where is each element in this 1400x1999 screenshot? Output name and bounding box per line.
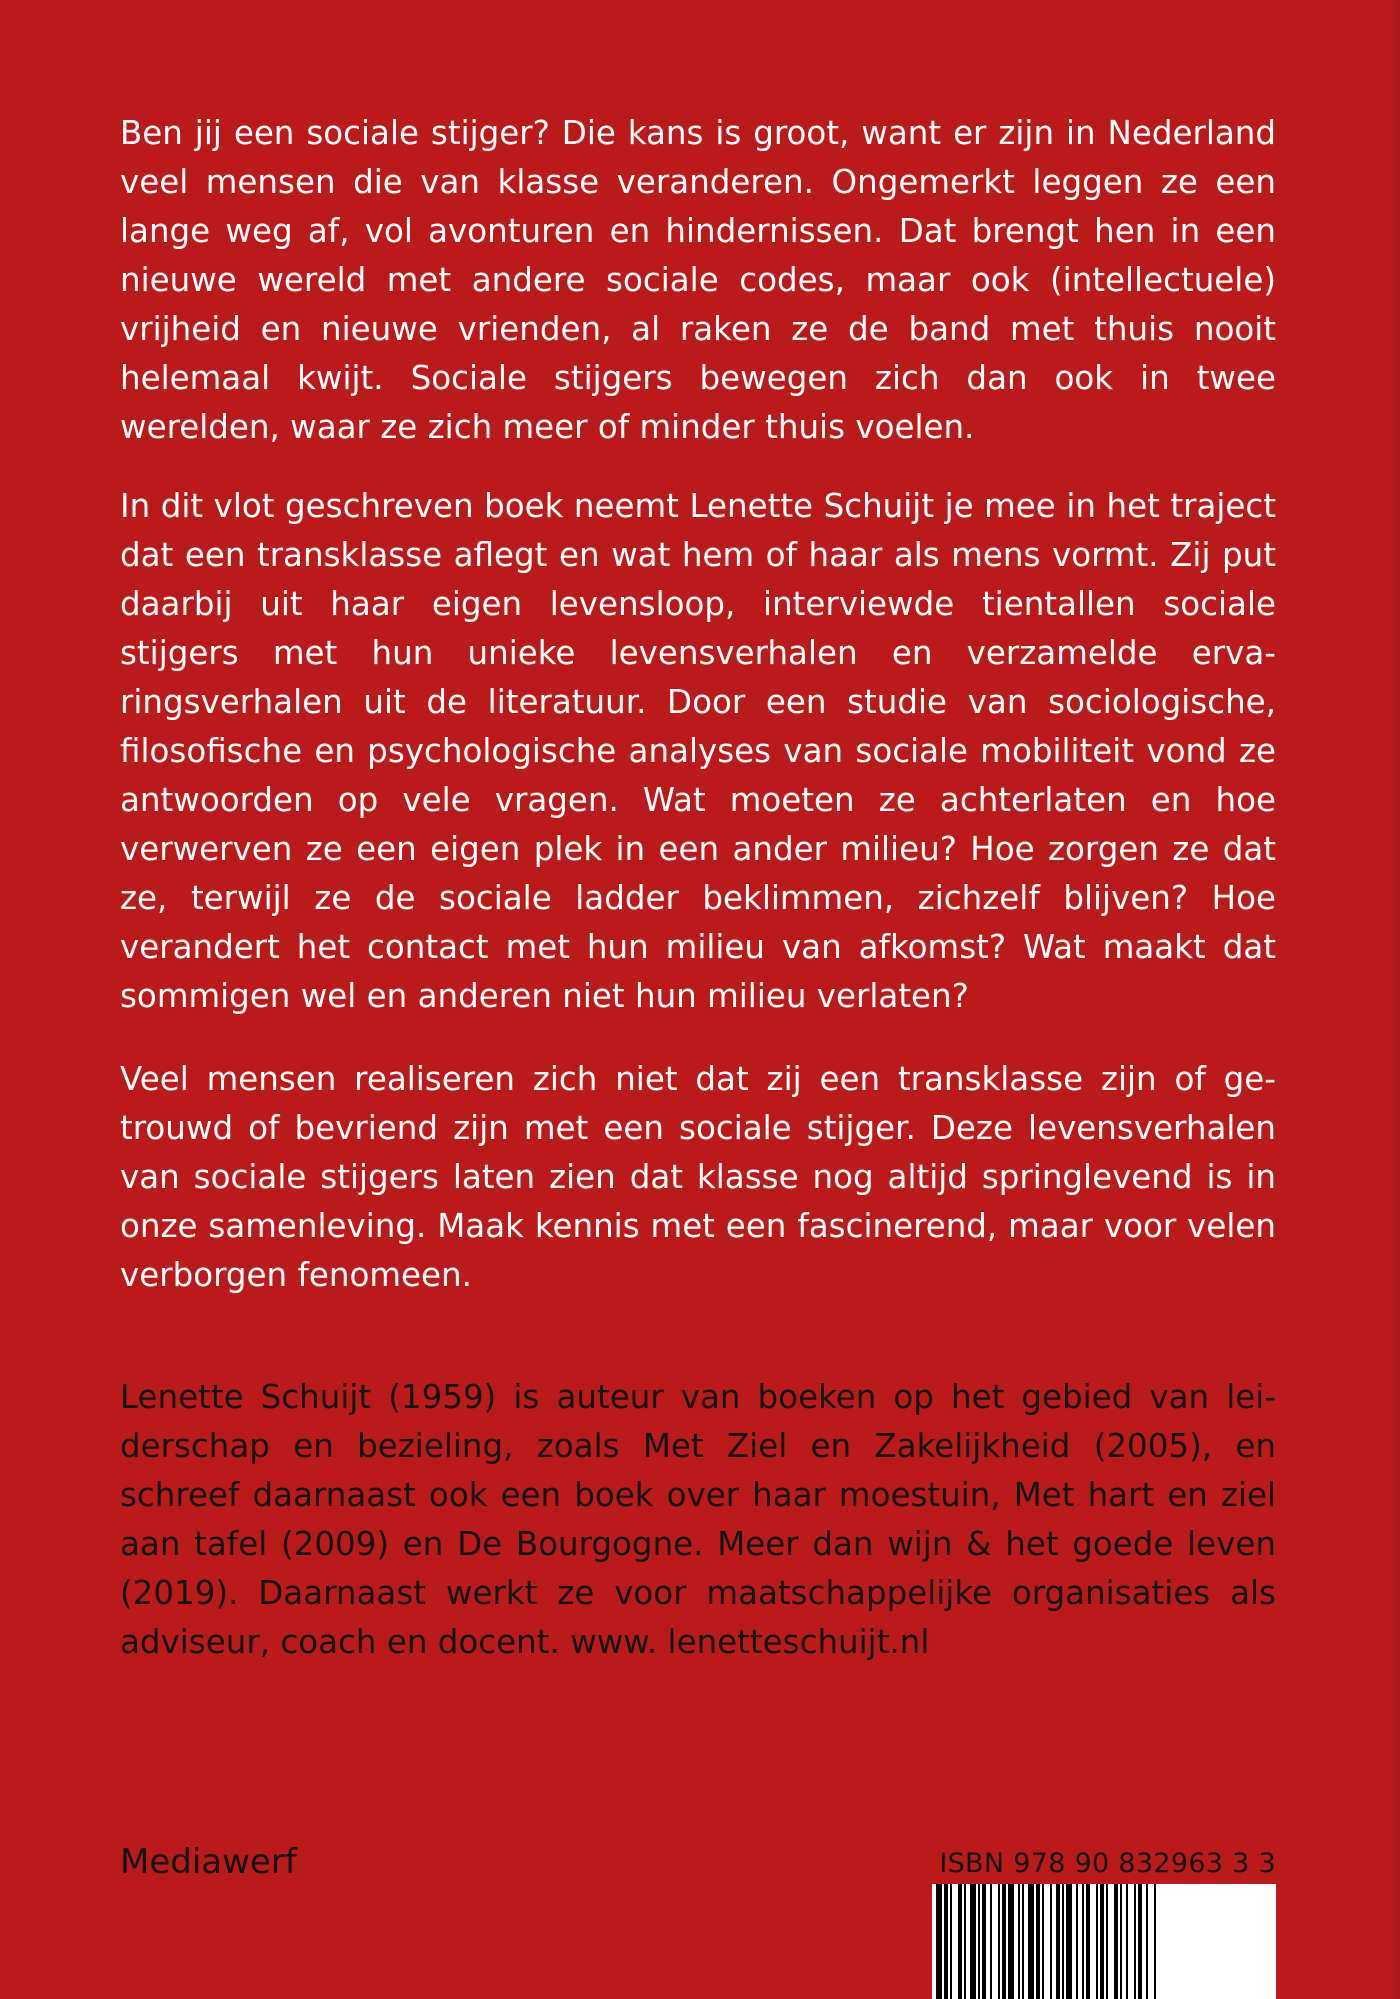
barcode-bar — [982, 1884, 986, 1999]
barcode — [932, 1884, 1276, 1999]
barcode-bar — [944, 1884, 948, 1999]
barcode-bar — [1018, 1884, 1020, 1999]
barcode-bars — [932, 1884, 1276, 1999]
blurb-paragraph-2: In dit vlot geschreven boek neemt Lenette Schuijt je mee in het traject dat een transklasse aflegt en wat hem of haar als mens vormt. Zij put daarbij uit haar eigen levensloop, interviewde tientallen sociale stijgers met hun unieke levensverhalen en verzamelde ervaringsverhalen uit de literatuur. Door een studie van sociologische, filosofische en psychologische analyses van sociale mobiliteit vond ze antwoorden op vele vragen. Wat moeten ze achterlaten en hoe verwerven ze een eigen plek in een ander milieu? Hoe zorgen ze dat ze, terwijl ze de sociale ladder beklimmen, zichzelf blijven? Hoe verandert het contact met hun milieu van afkomst? Wat maakt dat sommigen wel en anderen niet hun milieu verlaten? — [120, 487, 1276, 1015]
blurb-paragraph-1: Ben jij een sociale stijger? Die kans is groot, want er zijn in Nederland veel mensen die van klasse veranderen. Ongemerkt leggen ze een lange weg af, vol avonturen en hindernissen. Dat brengt hen in een nieuwe wereld met andere sociale codes, maar ook (intellectuele) vrijheid en nieuwe vrienden, al raken ze de band met thuis nooit helemaal kwijt. Sociale stijgers bewegen zich dan ook in twee werelden, waar ze zich meer of minder thuis voelen. — [120, 114, 1276, 446]
barcode-bar — [1086, 1884, 1090, 1999]
cover-edge-shadow — [1390, 0, 1400, 1999]
barcode-bar — [950, 1884, 952, 1999]
barcode-bar — [1028, 1884, 1034, 1999]
barcode-bar — [1056, 1884, 1060, 1999]
barcode-bar — [978, 1884, 980, 1999]
barcode-bar — [990, 1884, 992, 1999]
barcode-bar — [964, 1884, 966, 1999]
publisher-name: Mediawerf — [120, 1842, 297, 1882]
barcode-bar — [1008, 1884, 1014, 1999]
barcode-bar — [936, 1884, 942, 1999]
barcode-bar — [1082, 1884, 1084, 1999]
barcode-bar — [1120, 1884, 1122, 1999]
barcode-bar — [1062, 1884, 1064, 1999]
barcode-bar — [1002, 1884, 1006, 1999]
blurb-paragraph-3: Veel mensen realiseren zich niet dat zij een transklasse zijn of getrouwd of bevriend zijn met een sociale stijger. Deze levensverhalen van sociale stijgers laten zien dat klasse nog altijd springlevend is in onze samenleving. Maak kennis met een fascinerend, maar voor velen verborgen fenomeen. — [120, 1060, 1276, 1294]
isbn-number: ISBN 978 90 832963 3 3 — [939, 1848, 1276, 1879]
barcode-bar — [1076, 1884, 1078, 1999]
barcode-bar — [1126, 1884, 1128, 1999]
author-bio: Lenette Schuijt (1959) is auteur van boeken op het gebied van leiderschap en bezieling, zoals Met Ziel en Zakelijkheid (2005), en schreef daarnaast ook een boek over haar moestuin, Met hart en ziel aan tafel (2009) en De Bourgogne. Meer dan wijn & het goede leven (2019). Daarnaast werkt ze voor maatschappelijke organisaties als adviseur, coach en docent. www. lenetteschuijt.nl — [120, 1378, 1276, 1661]
barcode-bar — [1154, 1884, 1156, 1999]
barcode-bar — [1096, 1884, 1098, 1999]
barcode-bar — [1146, 1884, 1148, 1999]
barcode-bar — [1138, 1884, 1142, 1999]
barcode-bar — [1114, 1884, 1118, 1999]
barcode-bar — [970, 1884, 976, 1999]
barcode-bar — [958, 1884, 962, 1999]
barcode-bar — [1106, 1884, 1108, 1999]
barcode-bar — [1042, 1884, 1044, 1999]
barcode-bar — [1036, 1884, 1040, 1999]
barcode-bar — [1022, 1884, 1024, 1999]
barcode-bar — [1100, 1884, 1104, 1999]
barcode-bar — [1066, 1884, 1072, 1999]
barcode-bar — [1134, 1884, 1136, 1999]
barcode-bar — [1050, 1884, 1052, 1999]
barcode-bar — [998, 1884, 1000, 1999]
